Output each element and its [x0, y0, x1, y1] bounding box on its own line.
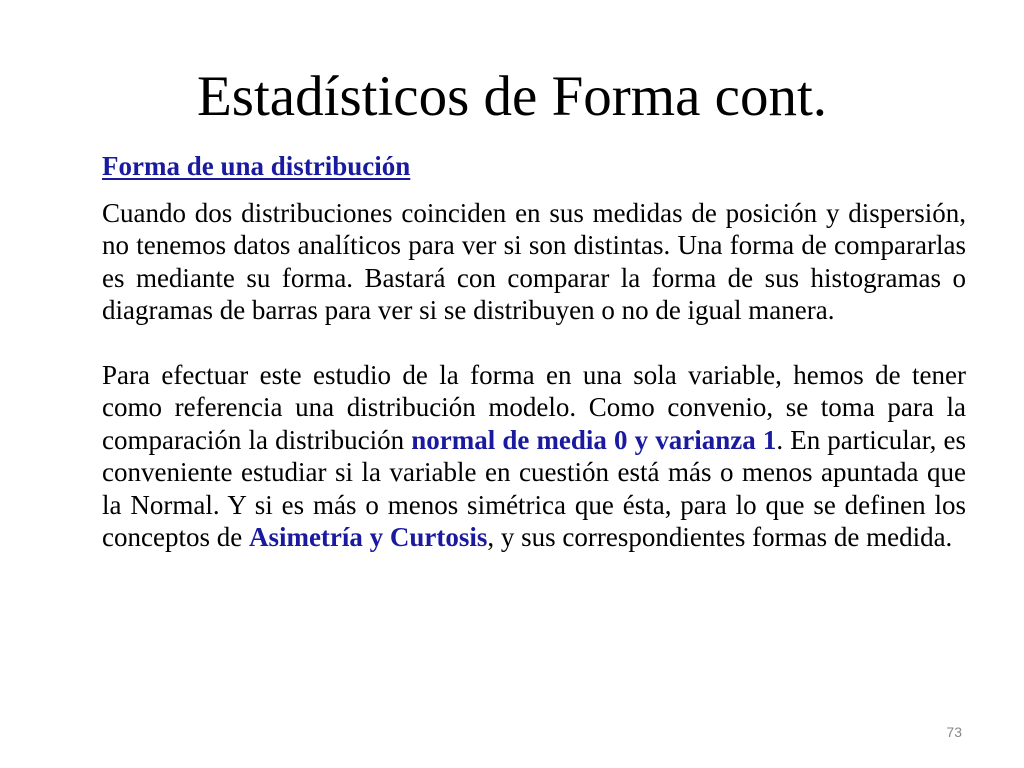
section-subheading: Forma de una distribución: [102, 151, 411, 181]
slide-content: [102, 150, 966, 554]
page-number: 73: [946, 724, 962, 740]
paragraph-2: [102, 359, 966, 554]
paragraph-2-text-2: . En particular, es conveniente estudiar si la variable en cuestión está más o menos apuntada que la Normal. Y si es más o menos simétrica que ésta, para lo que se definen los conceptos de: [102, 424, 967, 552]
paragraph-1: Cuando dos distribuciones coinciden en sus medidas de posición y dispersión, no tenemos datos analíticos para ver si son distintas. Una forma de compararlas es mediante su forma. Bastará con comparar la forma de sus histogramas o diagramas de barras para ver si se distribuyen o no de igual manera.: [102, 197, 966, 325]
paragraph-2-text-1: Para efectuar este estudio de la forma en una sola variable, hemos de tener como referencia una distribución modelo. Como convenio, se toma para la comparación la distribución: [102, 359, 966, 455]
slide-title: Estadísticos de Forma cont.: [196, 65, 828, 128]
highlight-asimetria-curtosis: Asimetría y Curtosis: [248, 522, 488, 552]
paragraph-2-text-3: , y sus correspondientes formas de medida.: [487, 522, 953, 552]
highlight-normal-distribution: normal de media 0 y varianza 1: [411, 424, 777, 455]
